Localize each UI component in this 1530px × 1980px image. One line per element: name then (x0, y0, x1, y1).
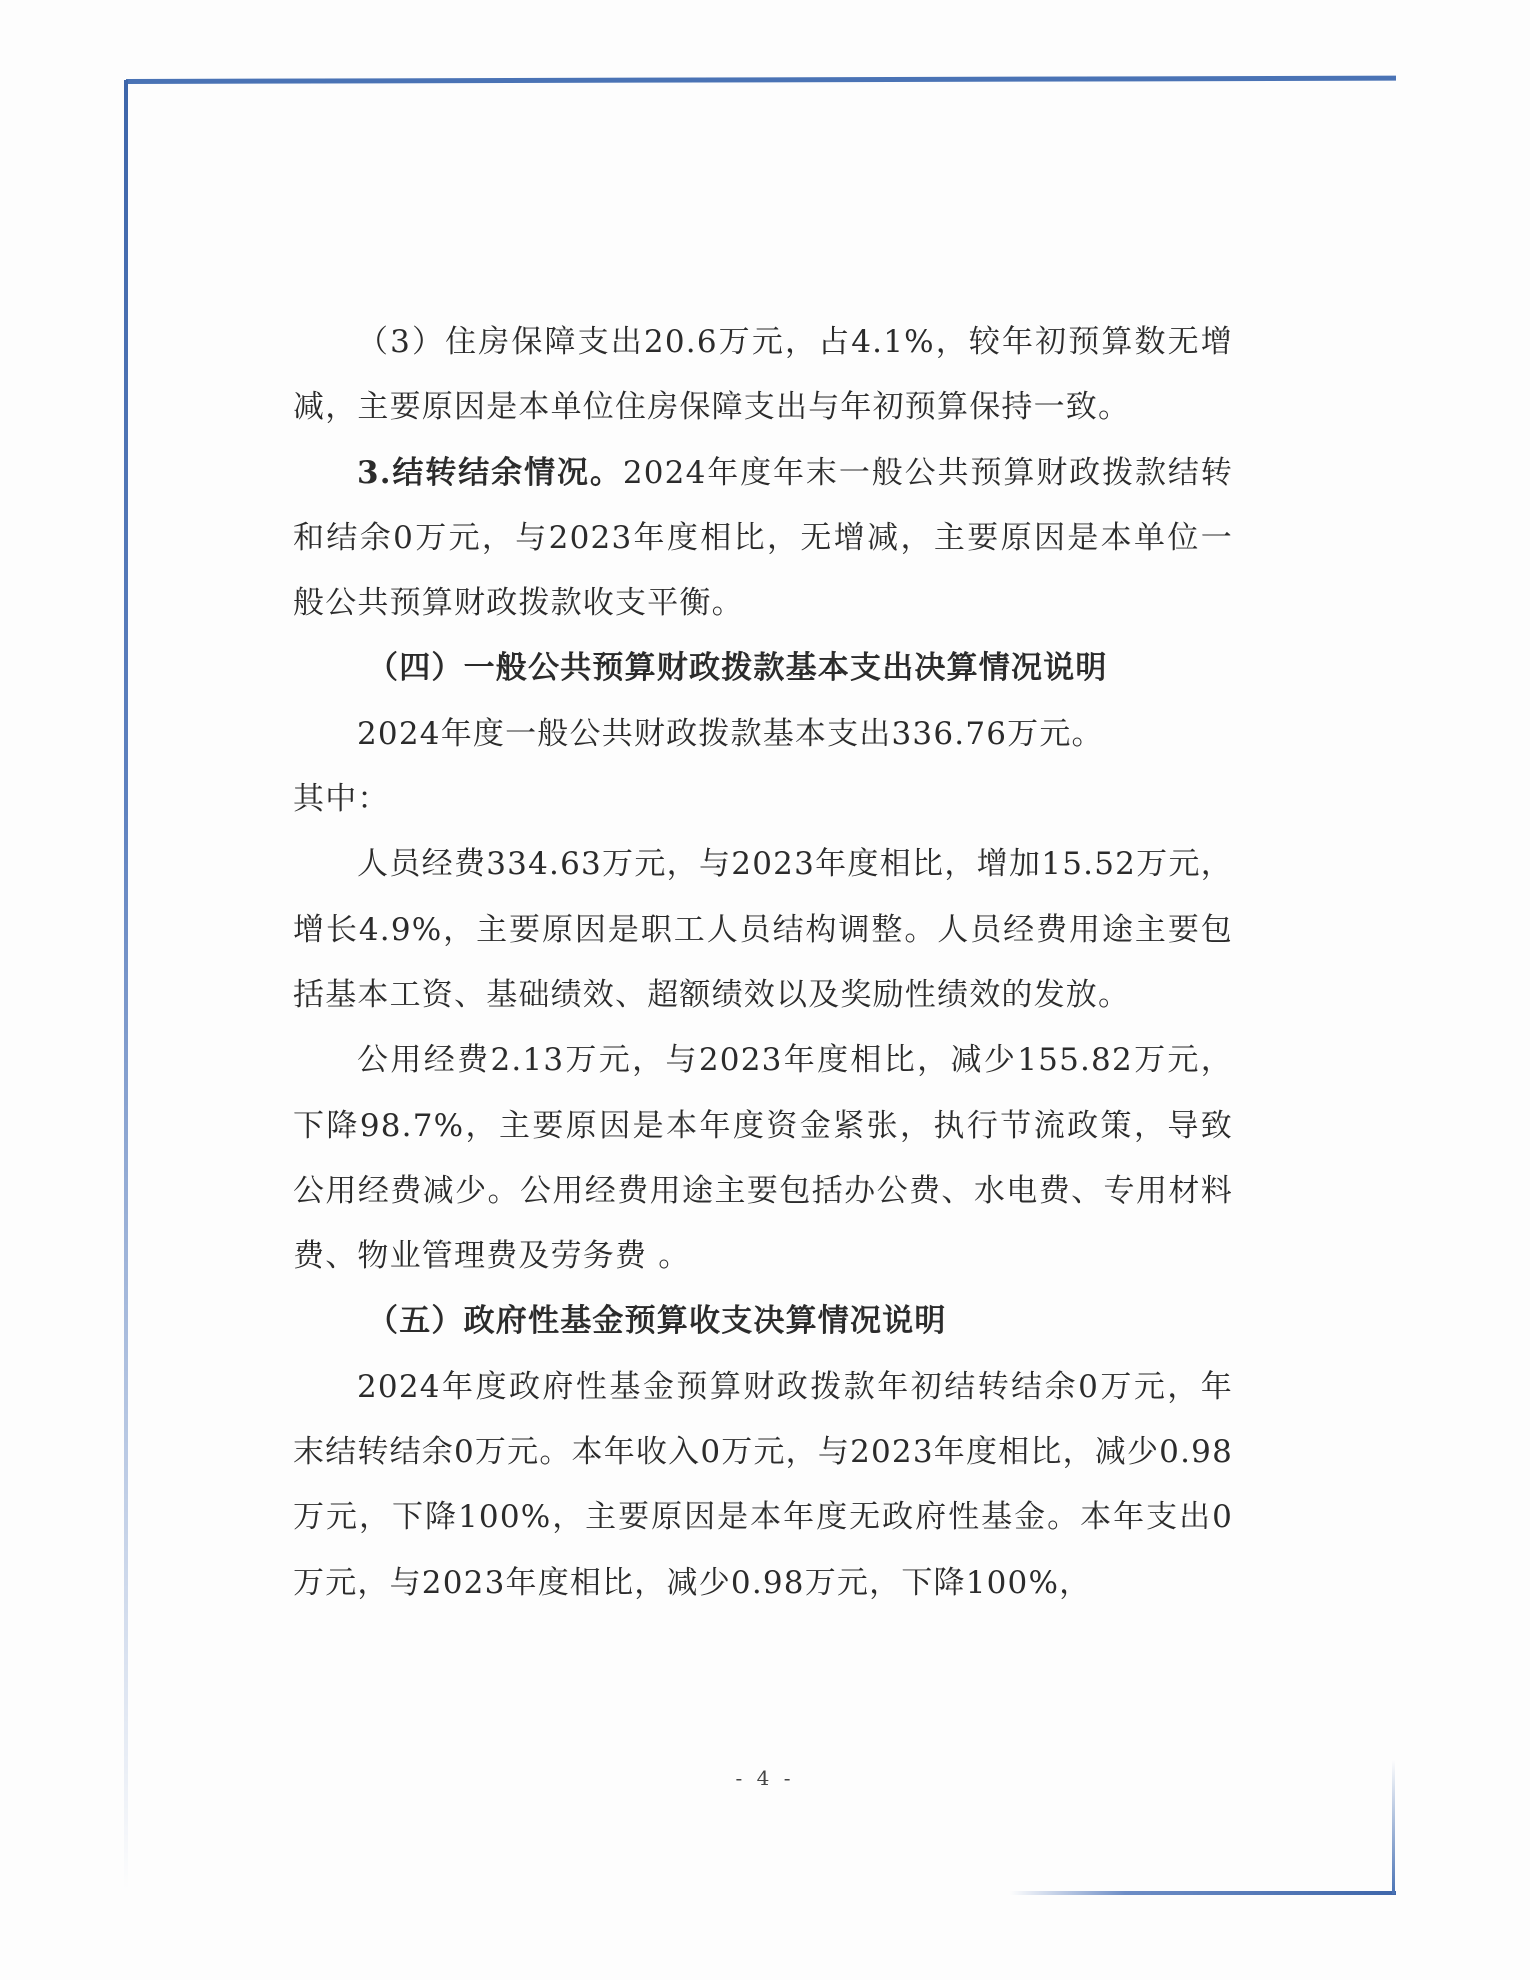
scan-edge-bottom (1010, 1891, 1396, 1895)
paragraph-personnel-expense: 人员经费334.63万元，与2023年度相比，增加15.52万元，增长4.9%，主要原因是职工人员结构调整。人员经费用途主要包括基本工资、基础绩效、超额绩效以及奖励性绩效的发放。 (293, 846, 1233, 1013)
section-heading-5: （五）政府性基金预算收支决算情况说明 (367, 1303, 947, 1340)
paragraph-carryover-lead: 3.结转结余情况。 (357, 454, 623, 491)
document-body (293, 310, 1233, 1616)
paragraph-carryover (293, 441, 1233, 637)
paragraph-housing-expense: （3）住房保障支出20.6万元，占4.1%，较年初预算数无增减，主要原因是本单位住房保障支出与年初预算保持一致。 (293, 324, 1233, 426)
scan-edge-top (126, 76, 1396, 84)
page-number: - 4 - (735, 1766, 795, 1790)
paragraph-among: 其中： (293, 781, 390, 818)
paragraph-basic-expense: 2024年度一般公共财政拨款基本支出336.76万元。 (357, 715, 1104, 752)
paragraph-public-expense: 公用经费2.13万元，与2023年度相比，减少155.82万元，下降98.7%，主要原因是本年度资金紧张，执行节流政策，导致公用经费减少。公用经费用途主要包括办公费、水电费、专用材料费、物业管理费及劳务费 。 (293, 1042, 1233, 1275)
paragraph-government-fund: 2024年度政府性基金预算财政拨款年初结转结余0万元，年末结转结余0万元。本年收入0万元，与2023年度相比，减少0.98万元，下降100%，主要原因是本年度无政府性基金。本年支出0万元，与2023年度相比，减少0.98万元，下降100%， (293, 1368, 1233, 1601)
paragraph-carryover-body: 2024年度年末一般公共预算财政拨款结转和结余0万元，与2023年度相比，无增减，主要原因是本单位一般公共预算财政拨款收支平衡。 (293, 454, 1233, 622)
scan-edge-left (124, 80, 128, 1890)
section-heading-4: （四）一般公共预算财政拨款基本支出决算情况说明 (367, 650, 1108, 687)
